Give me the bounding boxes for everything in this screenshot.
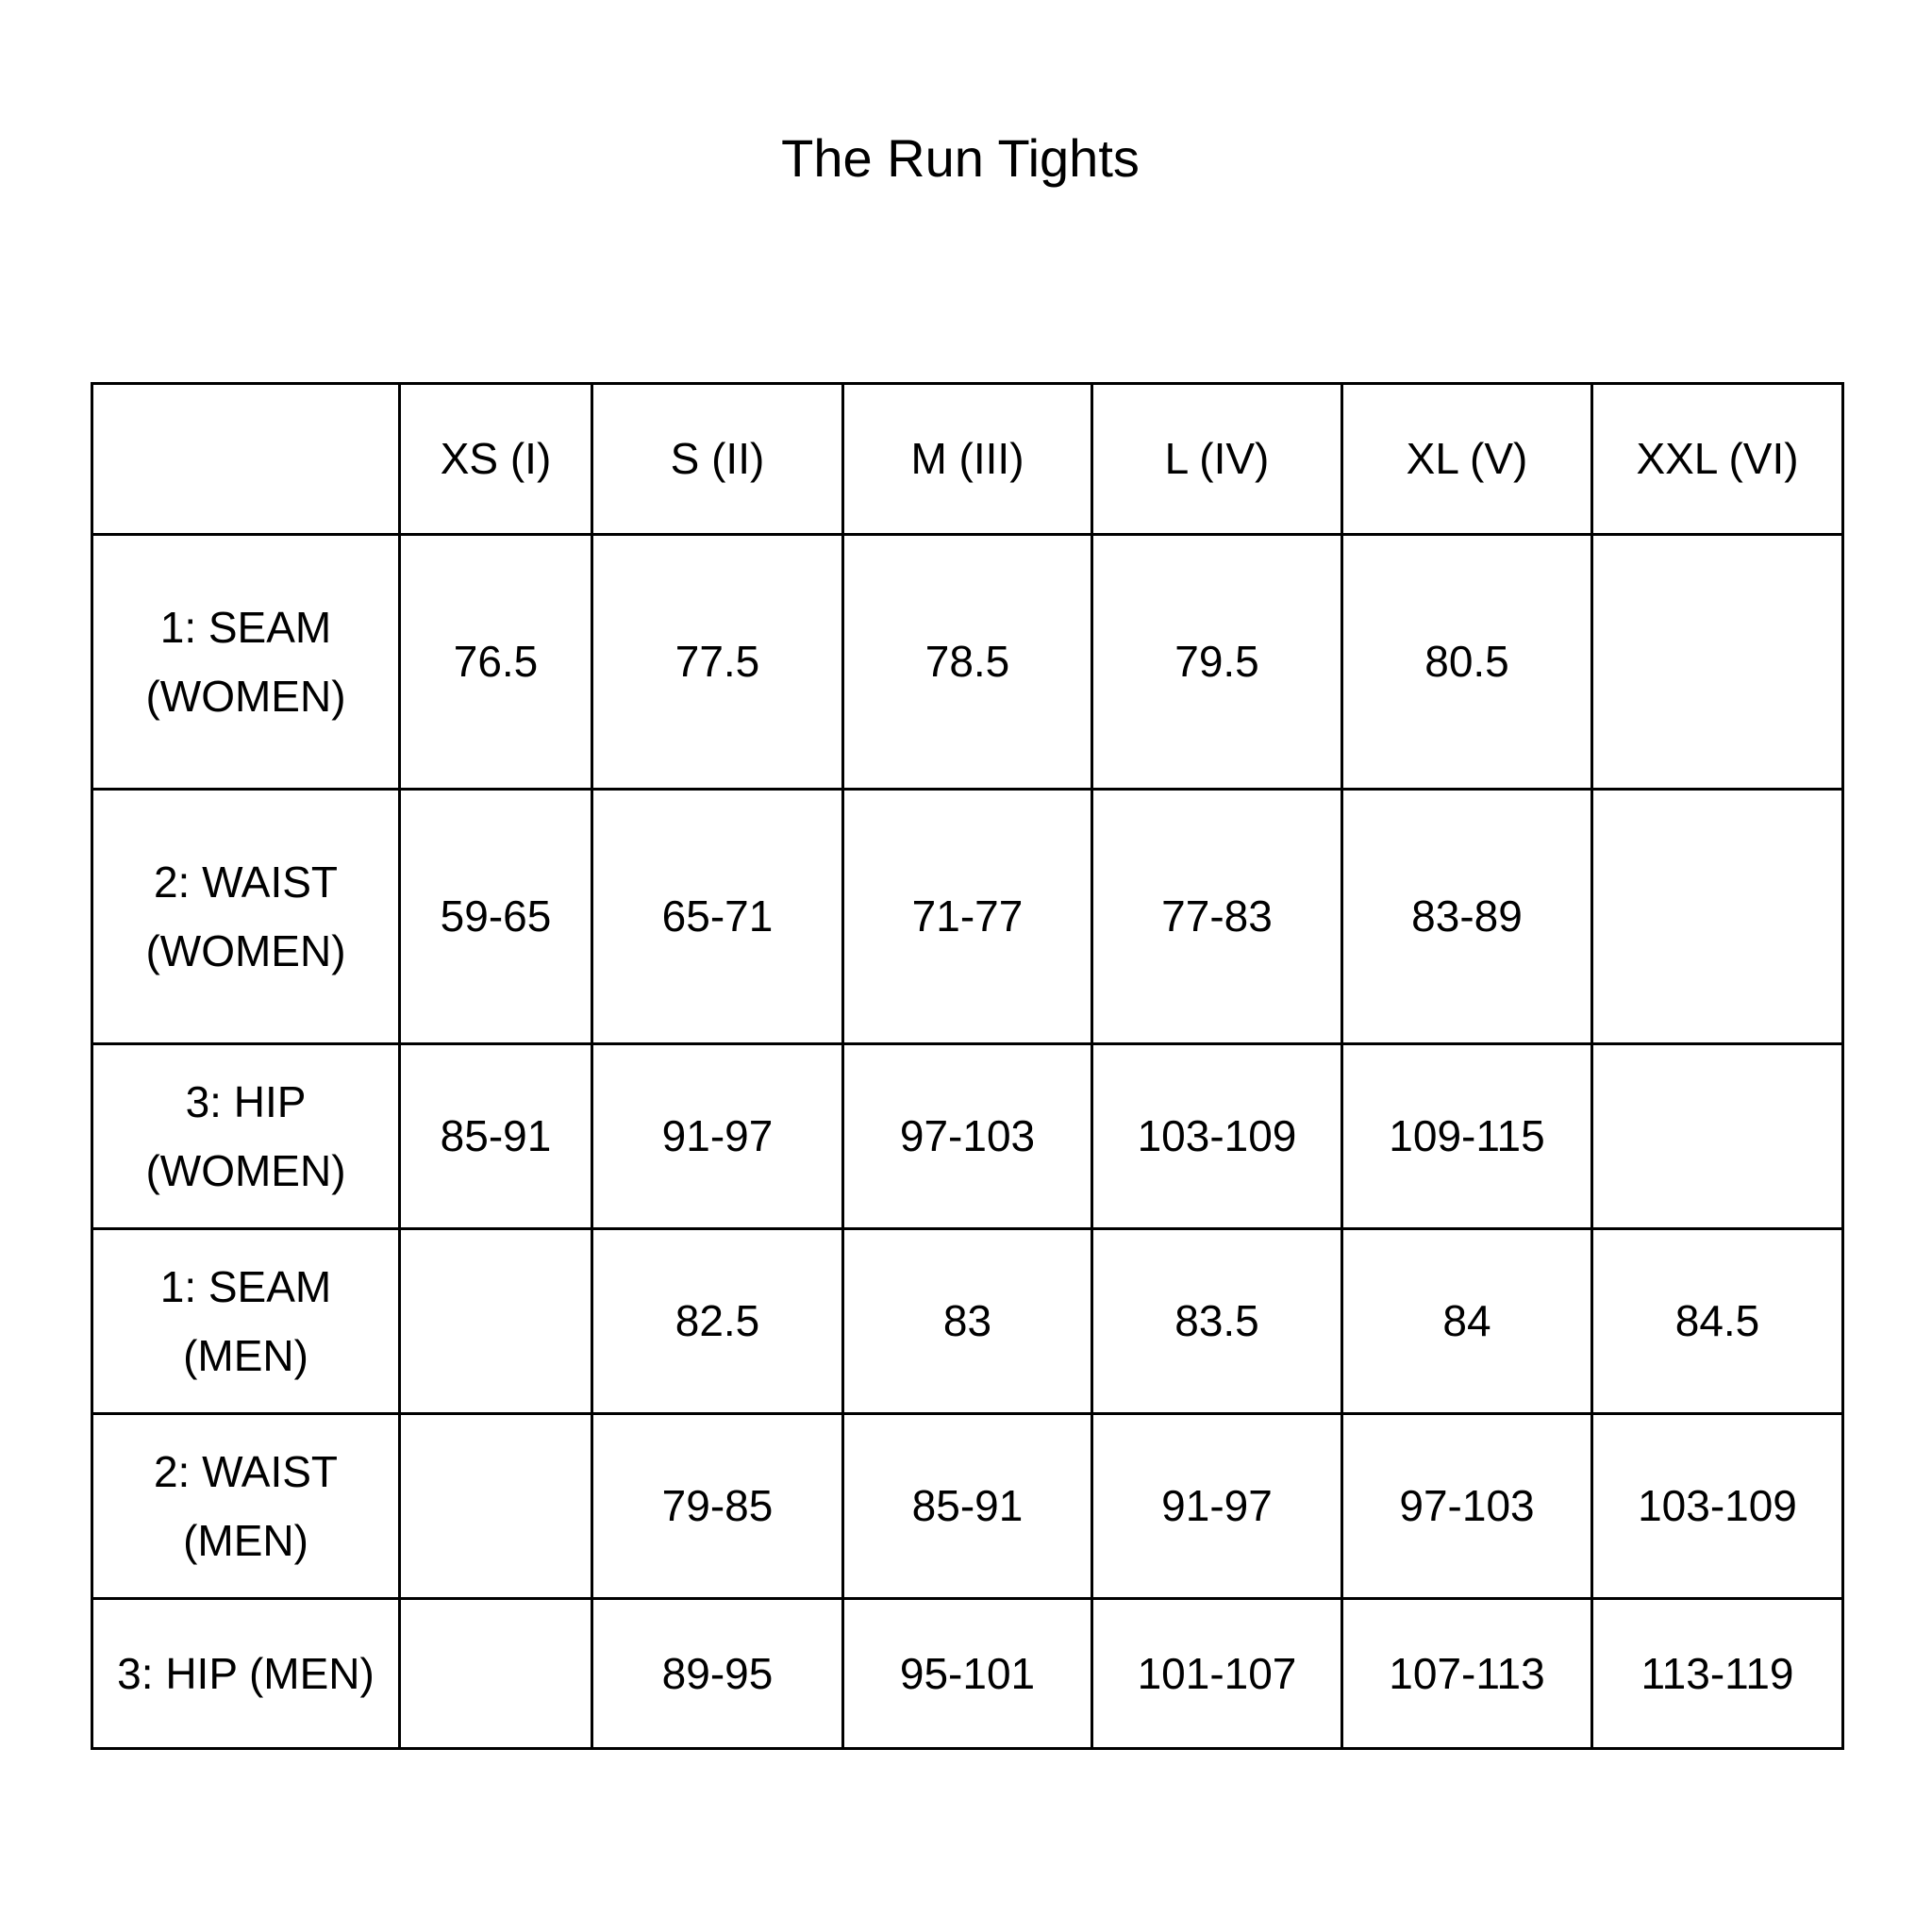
table-cell: 77.5: [592, 535, 843, 790]
table-cell: [1592, 790, 1843, 1044]
table-row: [92, 535, 1843, 790]
row-label: [92, 790, 400, 1044]
table-cell: 79.5: [1092, 535, 1342, 790]
corner-cell: [92, 384, 400, 535]
column-header-l: L (IV): [1092, 384, 1342, 535]
table-cell: 103-109: [1092, 1044, 1342, 1229]
table-cell: 71-77: [843, 790, 1092, 1044]
row-label-line1: 2: WAIST: [153, 857, 339, 907]
row-label: [92, 1414, 400, 1599]
row-label-line1: 3: HIP: [185, 1076, 307, 1126]
table-cell: 97-103: [1342, 1414, 1592, 1599]
table-row: [92, 1229, 1843, 1414]
table-cell: 77-83: [1092, 790, 1342, 1044]
row-label-line1: 2: WAIST: [153, 1446, 339, 1496]
table-cell: 83.5: [1092, 1229, 1342, 1414]
table-cell: 82.5: [592, 1229, 843, 1414]
table-cell: 85-91: [400, 1044, 592, 1229]
row-label-line2: (WOMEN): [145, 925, 346, 975]
table-cell: 95-101: [843, 1599, 1092, 1749]
row-label: [92, 1044, 400, 1229]
table-cell: 59-65: [400, 790, 592, 1044]
column-header-m: M (III): [843, 384, 1092, 535]
table-cell: 76.5: [400, 535, 592, 790]
table-cell: 78.5: [843, 535, 1092, 790]
column-header-xxl: XXL (VI): [1592, 384, 1843, 535]
row-label-line1: 1: SEAM: [159, 1261, 332, 1311]
table-cell: 101-107: [1092, 1599, 1342, 1749]
size-chart-table: [91, 382, 1844, 1750]
row-label-line1: 3: HIP (MEN): [117, 1648, 375, 1698]
page-title: The Run Tights: [781, 128, 1140, 188]
table-cell: 80.5: [1342, 535, 1592, 790]
table-row: [92, 790, 1843, 1044]
table-cell: 91-97: [1092, 1414, 1342, 1599]
row-label-line1: 1: SEAM: [159, 602, 332, 652]
table-cell: 84: [1342, 1229, 1592, 1414]
table-cell: 65-71: [592, 790, 843, 1044]
table-cell: 84.5: [1592, 1229, 1843, 1414]
row-label: [92, 535, 400, 790]
table-cell: 83-89: [1342, 790, 1592, 1044]
table-cell: [1592, 535, 1843, 790]
table-row: [92, 1414, 1843, 1599]
table-cell: 91-97: [592, 1044, 843, 1229]
table-cell: [1592, 1044, 1843, 1229]
row-label-line2: (WOMEN): [145, 671, 346, 721]
row-label-line2: (MEN): [183, 1515, 308, 1565]
table-cell: [400, 1229, 592, 1414]
column-header-s: S (II): [592, 384, 843, 535]
table-cell: 89-95: [592, 1599, 843, 1749]
table-row: [92, 1599, 1843, 1749]
table-cell: 97-103: [843, 1044, 1092, 1229]
row-label-line2: (MEN): [183, 1330, 308, 1380]
row-label: [92, 1229, 400, 1414]
column-header-xl: XL (V): [1342, 384, 1592, 535]
row-label: [92, 1599, 400, 1749]
row-label-line2: (WOMEN): [145, 1145, 346, 1195]
table-cell: 83: [843, 1229, 1092, 1414]
table-cell: 79-85: [592, 1414, 843, 1599]
table-row: [92, 1044, 1843, 1229]
table-cell: 109-115: [1342, 1044, 1592, 1229]
header-row: [92, 384, 1843, 535]
table-cell: [400, 1414, 592, 1599]
table-cell: 107-113: [1342, 1599, 1592, 1749]
table-cell: 85-91: [843, 1414, 1092, 1599]
table-cell: 113-119: [1592, 1599, 1843, 1749]
table-cell: 103-109: [1592, 1414, 1843, 1599]
table-cell: [400, 1599, 592, 1749]
column-header-xs: XS (I): [400, 384, 592, 535]
